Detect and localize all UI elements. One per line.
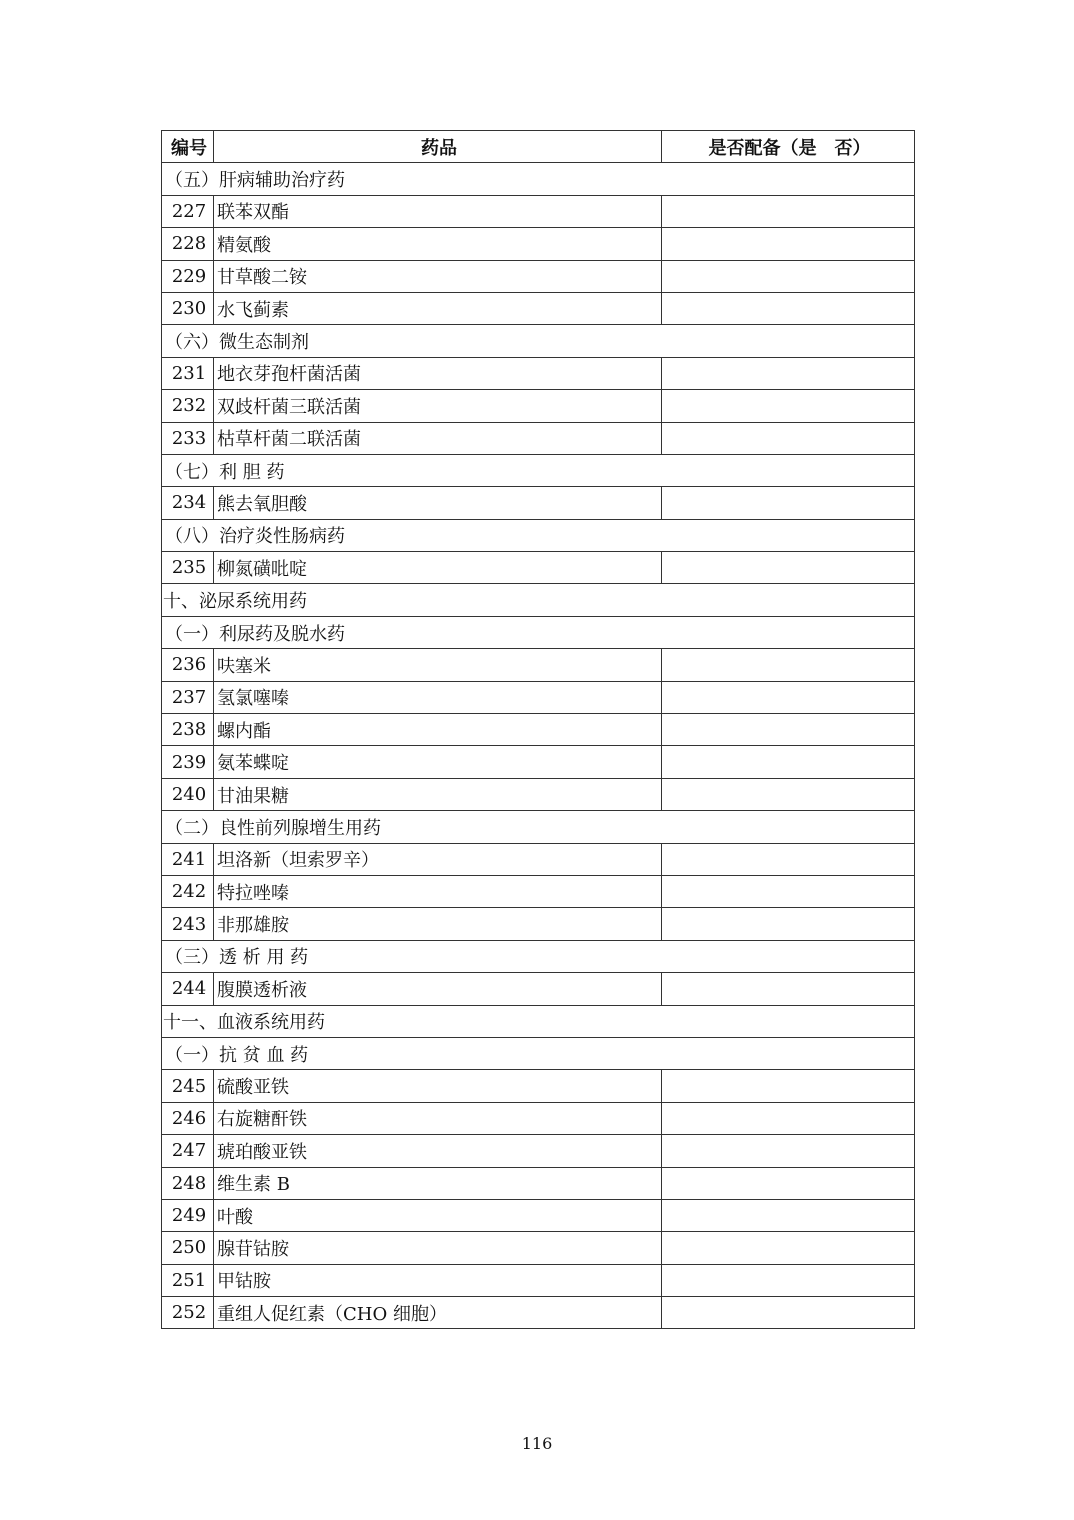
drug-number: 233	[162, 422, 214, 454]
drug-name: 重组人促红素（CHO 细胞）	[214, 1297, 662, 1329]
drug-name: 硫酸亚铁	[214, 1070, 662, 1102]
equipped-cell[interactable]	[662, 875, 915, 907]
table-row	[162, 681, 915, 713]
drug-name: 水飞蓟素	[214, 292, 662, 324]
table-row	[162, 422, 915, 454]
table-row	[162, 649, 915, 681]
equipped-cell[interactable]	[662, 357, 915, 389]
table-row	[162, 1070, 915, 1102]
drug-number: 228	[162, 228, 214, 260]
drug-number: 239	[162, 746, 214, 778]
drug-name: 右旋糖酐铁	[214, 1102, 662, 1134]
section-row	[162, 584, 915, 616]
equipped-cell[interactable]	[662, 292, 915, 324]
table-header-row	[162, 131, 915, 163]
drug-name: 坦洛新（坦索罗辛）	[214, 843, 662, 875]
drug-name: 双歧杆菌三联活菌	[214, 390, 662, 422]
drug-name: 腺苷钴胺	[214, 1232, 662, 1264]
section-label: （一）利尿药及脱水药	[162, 616, 915, 648]
section-row	[162, 519, 915, 551]
equipped-cell[interactable]	[662, 228, 915, 260]
section-row	[162, 1037, 915, 1069]
drug-name: 氨苯蝶啶	[214, 746, 662, 778]
table-row	[162, 487, 915, 519]
section-label: （一）抗 贫 血 药	[162, 1037, 915, 1069]
equipped-cell[interactable]	[662, 746, 915, 778]
drug-name: 甘油果糖	[214, 778, 662, 810]
equipped-cell[interactable]	[662, 908, 915, 940]
drug-number: 237	[162, 681, 214, 713]
table-row	[162, 746, 915, 778]
table-row	[162, 195, 915, 227]
section-label: 十、泌尿系统用药	[162, 584, 915, 616]
equipped-cell[interactable]	[662, 552, 915, 584]
table-row	[162, 228, 915, 260]
table-row	[162, 1297, 915, 1329]
equipped-cell[interactable]	[662, 260, 915, 292]
equipped-cell[interactable]	[662, 714, 915, 746]
drug-name: 螺内酯	[214, 714, 662, 746]
table-row	[162, 552, 915, 584]
section-label: 十一、血液系统用药	[162, 1005, 915, 1037]
table-row	[162, 357, 915, 389]
table-row	[162, 1199, 915, 1231]
drug-number: 251	[162, 1264, 214, 1296]
equipped-cell[interactable]	[662, 1264, 915, 1296]
table-row	[162, 292, 915, 324]
drug-number: 242	[162, 875, 214, 907]
table-row	[162, 973, 915, 1005]
drug-name: 腹膜透析液	[214, 973, 662, 1005]
drug-name: 精氨酸	[214, 228, 662, 260]
drug-number: 227	[162, 195, 214, 227]
section-row	[162, 811, 915, 843]
drug-number: 247	[162, 1135, 214, 1167]
page-number: 116	[521, 1434, 553, 1453]
header-drug: 药品	[214, 131, 662, 163]
equipped-cell[interactable]	[662, 1167, 915, 1199]
equipped-cell[interactable]	[662, 390, 915, 422]
drug-name: 联苯双酯	[214, 195, 662, 227]
table-row	[162, 1135, 915, 1167]
section-row	[162, 325, 915, 357]
table-row	[162, 908, 915, 940]
equipped-cell[interactable]	[662, 1135, 915, 1167]
equipped-cell[interactable]	[662, 1232, 915, 1264]
equipped-cell[interactable]	[662, 195, 915, 227]
section-row	[162, 454, 915, 486]
table-row	[162, 843, 915, 875]
drug-name: 柳氮磺吡啶	[214, 552, 662, 584]
equipped-cell[interactable]	[662, 843, 915, 875]
equipped-cell[interactable]	[662, 778, 915, 810]
drug-number: 252	[162, 1297, 214, 1329]
table-row	[162, 1167, 915, 1199]
drug-name: 叶酸	[214, 1199, 662, 1231]
table-row	[162, 714, 915, 746]
section-label: （七）利 胆 药	[162, 454, 915, 486]
drug-number: 235	[162, 552, 214, 584]
drug-name: 地衣芽孢杆菌活菌	[214, 357, 662, 389]
drug-name: 非那雄胺	[214, 908, 662, 940]
table-row	[162, 778, 915, 810]
section-label: （五）肝病辅助治疗药	[162, 163, 915, 195]
equipped-cell[interactable]	[662, 1199, 915, 1231]
table-row	[162, 1232, 915, 1264]
drug-number: 229	[162, 260, 214, 292]
drug-name: 呋塞米	[214, 649, 662, 681]
drug-name: 甘草酸二铵	[214, 260, 662, 292]
drug-number: 246	[162, 1102, 214, 1134]
equipped-cell[interactable]	[662, 973, 915, 1005]
drug-number: 243	[162, 908, 214, 940]
equipped-cell[interactable]	[662, 422, 915, 454]
section-row	[162, 616, 915, 648]
header-equipped: 是否配备（是 否）	[662, 131, 915, 163]
section-label: （三）透 析 用 药	[162, 940, 915, 972]
drug-name: 维生素 B	[214, 1167, 662, 1199]
drug-number: 231	[162, 357, 214, 389]
drug-number: 245	[162, 1070, 214, 1102]
section-row	[162, 163, 915, 195]
drug-number: 230	[162, 292, 214, 324]
drug-number: 244	[162, 973, 214, 1005]
table-row	[162, 1264, 915, 1296]
equipped-cell[interactable]	[662, 487, 915, 519]
table-row	[162, 260, 915, 292]
drug-number: 236	[162, 649, 214, 681]
table-row	[162, 875, 915, 907]
drug-name: 琥珀酸亚铁	[214, 1135, 662, 1167]
drug-name: 氢氯噻嗪	[214, 681, 662, 713]
drug-number: 250	[162, 1232, 214, 1264]
drug-number: 240	[162, 778, 214, 810]
drug-number: 238	[162, 714, 214, 746]
table-row	[162, 390, 915, 422]
table-body	[162, 163, 915, 1329]
equipped-cell[interactable]	[662, 1070, 915, 1102]
drug-name: 甲钴胺	[214, 1264, 662, 1296]
drug-number: 248	[162, 1167, 214, 1199]
drug-number: 234	[162, 487, 214, 519]
drug-number: 232	[162, 390, 214, 422]
drug-number: 249	[162, 1199, 214, 1231]
section-label: （六）微生态制剂	[162, 325, 915, 357]
drug-name: 特拉唑嗪	[214, 875, 662, 907]
table-row	[162, 1102, 915, 1134]
section-label: （八）治疗炎性肠病药	[162, 519, 915, 551]
section-row	[162, 1005, 915, 1037]
drug-table	[161, 130, 915, 1329]
drug-name: 熊去氧胆酸	[214, 487, 662, 519]
drug-number: 241	[162, 843, 214, 875]
header-number: 编号	[162, 131, 214, 163]
equipped-cell[interactable]	[662, 649, 915, 681]
section-label: （二）良性前列腺增生用药	[162, 811, 915, 843]
equipped-cell[interactable]	[662, 1102, 915, 1134]
drug-name: 枯草杆菌二联活菌	[214, 422, 662, 454]
equipped-cell[interactable]	[662, 681, 915, 713]
section-row	[162, 940, 915, 972]
equipped-cell[interactable]	[662, 1297, 915, 1329]
